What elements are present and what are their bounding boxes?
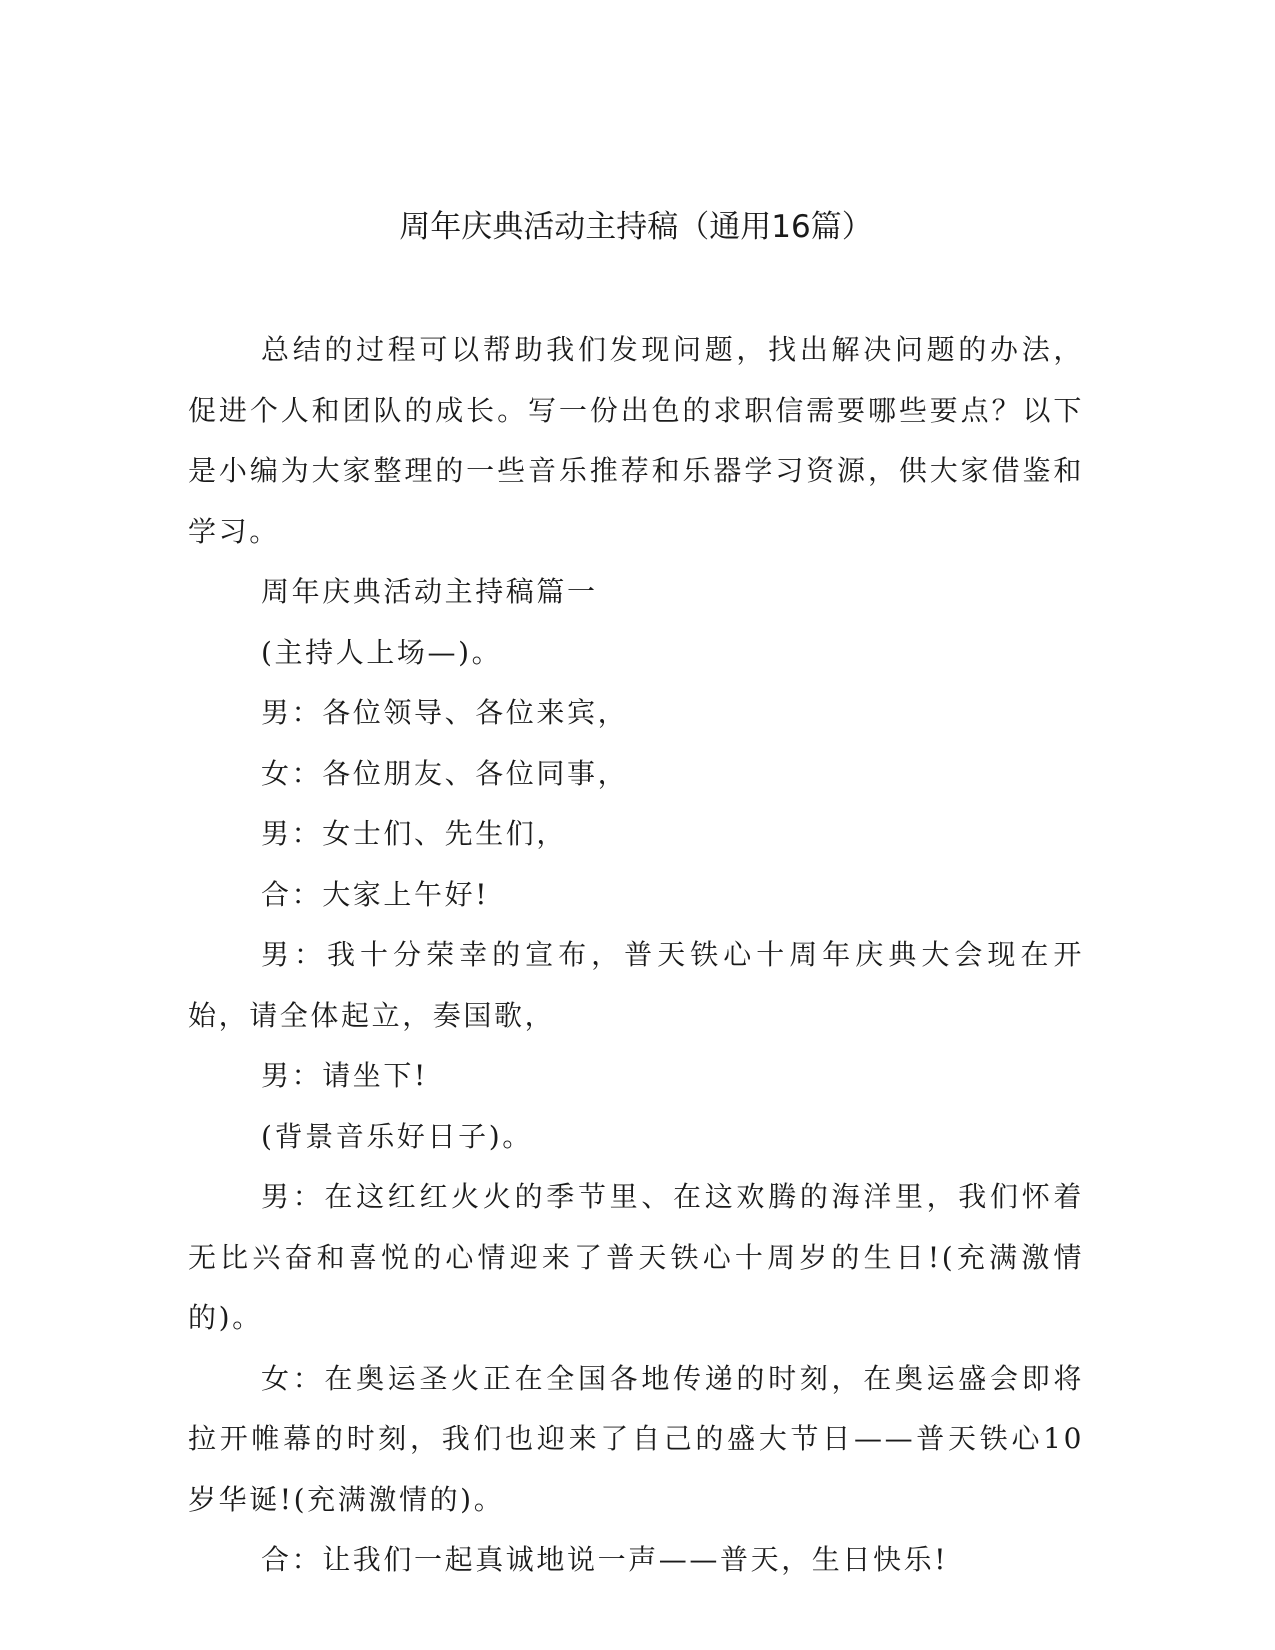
paragraph: (主持人上场—)。 xyxy=(261,635,503,669)
paragraph: 女：各位朋友、各位同事， xyxy=(261,756,629,790)
paragraph: 男：在这红红火火的季节里、在这欢腾的海洋里，我们怀着无比兴奋和喜悦的心情迎来了普天铁心十周岁的生日!(充满激情的)。 xyxy=(188,1180,1084,1334)
paragraph: 男：各位领导、各位来宾， xyxy=(261,696,629,729)
paragraph: (背景音乐好日子)。 xyxy=(261,1119,533,1153)
document-title: 周年庆典活动主持稿（通用16篇） xyxy=(399,209,873,245)
paragraph: 男：我十分荣幸的宣布，普天铁心十周年庆典大会现在开始，请全体起立，奏国歌， xyxy=(188,938,1084,1032)
paragraph: 合：让我们一起真诚地说一声——普天，生日快乐! xyxy=(261,1543,949,1576)
paragraph: 合：大家上午好! xyxy=(261,877,490,911)
paragraph: 男：女士们、先生们， xyxy=(261,817,568,850)
section-heading: 周年庆典活动主持稿篇一 xyxy=(261,575,598,608)
paragraph: 女：在奥运圣火正在全国各地传递的时刻，在奥运盛会即将拉开帷幕的时刻，我们也迎来了自己的盛大节日——普天铁心10岁华诞!(充满激情的)。 xyxy=(188,1361,1084,1516)
paragraph: 男：请坐下! xyxy=(261,1059,428,1092)
document-body xyxy=(188,320,1084,1591)
paragraph-intro: 总结的过程可以帮助我们发现问题，找出解决问题的办法，促进个人和团队的成长。写一份出色的求职信需要哪些要点？以下是小编为大家整理的一些音乐推荐和乐器学习资源，供大家借鉴和学习。 xyxy=(188,333,1084,548)
